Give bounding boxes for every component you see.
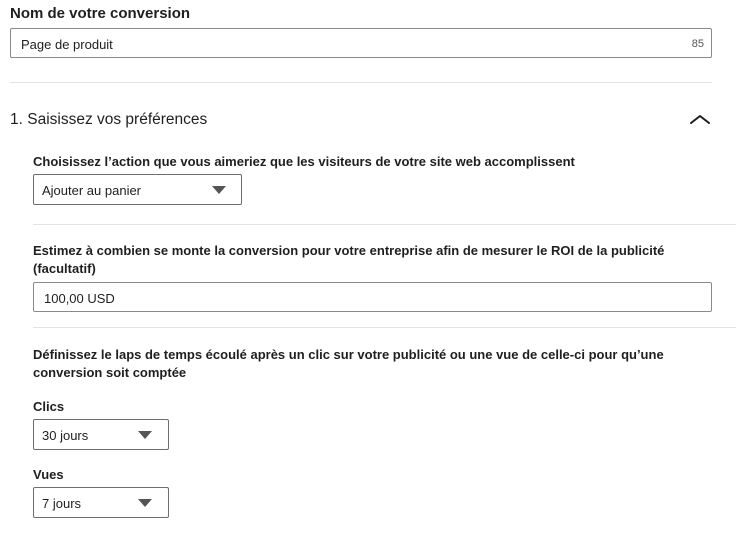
char-counter: 85 <box>691 38 704 50</box>
value-estimate-label <box>33 242 664 278</box>
attribution-label-line2: conversion soit comptée <box>33 365 187 380</box>
views-label: Vues <box>33 467 64 482</box>
clicks-window-value: 30 jours <box>42 428 89 443</box>
divider <box>33 327 736 328</box>
views-window-select[interactable] <box>33 487 169 518</box>
action-select-value: Ajouter au panier <box>42 183 142 198</box>
divider <box>33 224 736 225</box>
divider <box>10 82 712 83</box>
caret-down-icon <box>138 499 152 508</box>
conversion-value-input[interactable] <box>33 282 712 312</box>
clicks-label: Clics <box>33 399 65 414</box>
conversion-name-input[interactable] <box>10 28 712 58</box>
attribution-label-line1: Définissez le laps de temps écoulé après un clic sur votre publicité ou une vue de celle-ci pour qu’une <box>33 347 664 362</box>
caret-down-icon <box>212 186 226 195</box>
conversion-name-value: Page de produit <box>21 37 113 52</box>
views-window-value: 7 jours <box>42 496 82 511</box>
action-select[interactable] <box>33 174 242 205</box>
chevron-up-icon <box>688 109 712 129</box>
caret-down-icon <box>138 431 152 440</box>
conversion-name-label: Nom de votre conversion <box>10 5 191 22</box>
action-label: Choisissez l’action que vous aimeriez que les visiteurs de votre site web accomplissent <box>33 154 575 169</box>
conversion-value: 100,00 USD <box>44 291 115 306</box>
section-title: 1. Saisissez vos préférences <box>10 111 208 128</box>
value-estimate-label-line2: (facultatif) <box>33 261 96 276</box>
collapse-section-button[interactable] <box>688 109 712 129</box>
value-estimate-label-line1: Estimez à combien se monte la conversion pour votre entreprise afin de mesurer le ROI de la publicité <box>33 243 665 258</box>
attribution-window-label <box>33 346 664 382</box>
clicks-window-select[interactable] <box>33 419 169 450</box>
